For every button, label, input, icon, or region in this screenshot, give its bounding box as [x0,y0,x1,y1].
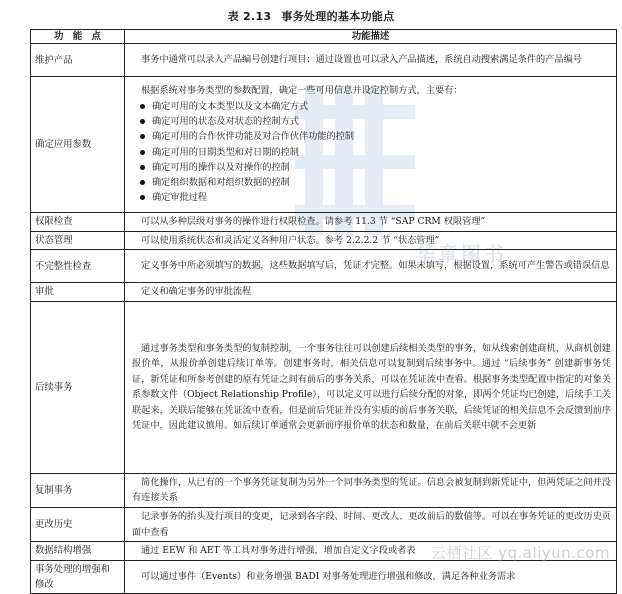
table-row [31,283,617,302]
description-text: 定义事务中所必须填写的数据，这些数据填写后，凭证才完整。如果未填写，根据设置，系统可产生警告或错误信息 [141,260,610,272]
site-watermark: 云栖社区 yq.aliyun.com [430,544,610,562]
function-point-cell: 数据结构增强 [31,542,125,561]
description-text: 事务中通常可以录入产品编号创建行项目；通过设置也可以录入产品描述，系统自动搜索满足条件的产品编号 [141,54,582,66]
table-row [31,231,617,250]
function-point-cell: 维护产品 [31,44,125,77]
table-row [31,250,617,283]
description-text: 简化操作，从已有的一个事务凭证复制为另外一个同事务类型的凭证。信息会被复制到新凭证中，但两凭证之间并没有连接关系 [132,476,611,504]
description-text: 可以使用系统状态和灵活定义各种用户状态。参考 2.2.2.2 节 “状态管理” [141,234,440,246]
table-row [31,44,617,77]
description-text: 通过事务类型和事务类型的复制控制，一个事务往往可以创建后续相关类型的事务，如从线索创建商机，从商机创建报价单，从报价单创建后续订单等。创建事务时，相关信息可以复制到后续事务中。通过 “后续事务” 创建新事务凭证，新凭证和所参考创建的原有凭证之间有前后的事务关系，可以在凭证流中查看。根据事务类型配置中指定的对象关系参数文件（Object Relationship Profile），可以定义可以进行后续分配的对象，即两个凭证均已创建，后续手工关联起来，关联后能够在凭证流中查看，但是前后凭证并没有实质的前后事务关联，后续凭证的相关信息不会反馈到前序凭证中，因此建议慎用。如后续订单通常会更新前序报价单的状态和数量，在前后关联中就不会更新 [132,342,611,432]
header-function-point: 功 能 点 [31,30,125,44]
table-row [31,507,617,541]
function-description-cell [125,44,617,77]
table-number: 表 2.13 [227,10,272,23]
function-point-cell: 确定应用参数 [31,77,125,213]
table-caption [0,8,622,24]
description-text: 可以通过事件（Events）和业务增强 BADI 对事务处理进行增强和修改，满足各种业务需求 [141,570,516,582]
bullet-item: 确定可用的操作以及对操作的控制 [152,160,611,175]
function-description-cell [125,250,617,283]
function-point-cell: 状态管理 [31,231,125,250]
function-description-cell [125,473,617,507]
function-description-cell [125,560,617,593]
description-text: 可以从多种层级对事务的操作进行权限检查。请参考 11.3 节 “SAP CRM 权限管理” [141,216,486,227]
header-function-description: 功能描述 [125,30,617,44]
table-row [31,213,617,232]
function-description-cell [125,77,617,213]
function-point-cell: 更改历史 [31,507,125,541]
table-row [31,77,617,213]
function-description-cell [125,213,617,232]
bullet-item: 确定审批过程 [152,190,611,205]
bullet-item: 确定可用的文本类型以及文本确定方式 [152,99,611,114]
table-header-row [31,30,617,44]
bullet-list [132,99,611,205]
function-point-cell: 复制事务 [31,473,125,507]
table-row [31,473,617,507]
bullet-item: 确定组织数据和对组织数据的控制 [152,175,611,190]
description-text: 定义和确定事务的审批流程 [141,286,252,298]
description-text: 根据系统对事务类型的参数配置，确定一些可用信息并设定控制方式，主要有： [141,85,463,97]
table-title: 事务处理的基本功能点 [281,10,395,23]
bullet-item: 确定可用的状态及对状态的控制方式 [152,114,611,129]
table-row [31,301,617,473]
table-row [31,560,617,593]
function-description-cell [125,231,617,250]
description-text: 通过 EEW 和 AET 等工具对事务进行增强，增加自定义字段或者表 [141,545,416,557]
bullet-item: 确定可用的合作伙伴功能及对合作伙伴功能的控制 [152,129,611,144]
function-table [30,29,617,594]
background-watermark-text: 华章图书 [415,242,507,266]
function-description-cell [125,301,617,473]
function-point-cell: 不完整性检查 [31,250,125,283]
function-point-cell: 权限检查 [31,213,125,232]
function-point-cell: 审批 [31,283,125,302]
description-text: 记录事务的抬头及行项目的变更，记录到各字段、时间、更改人、更改前后的数值等。可以在事务凭证的更改历史页面中查看 [132,510,611,538]
function-point-cell: 后续事务 [31,301,125,473]
bullet-item: 确定可用的日期类型和对日期的控制 [152,145,611,160]
function-point-cell: 事务处理的增强和修改 [31,560,125,593]
function-description-cell [125,507,617,541]
function-description-cell [125,283,617,302]
